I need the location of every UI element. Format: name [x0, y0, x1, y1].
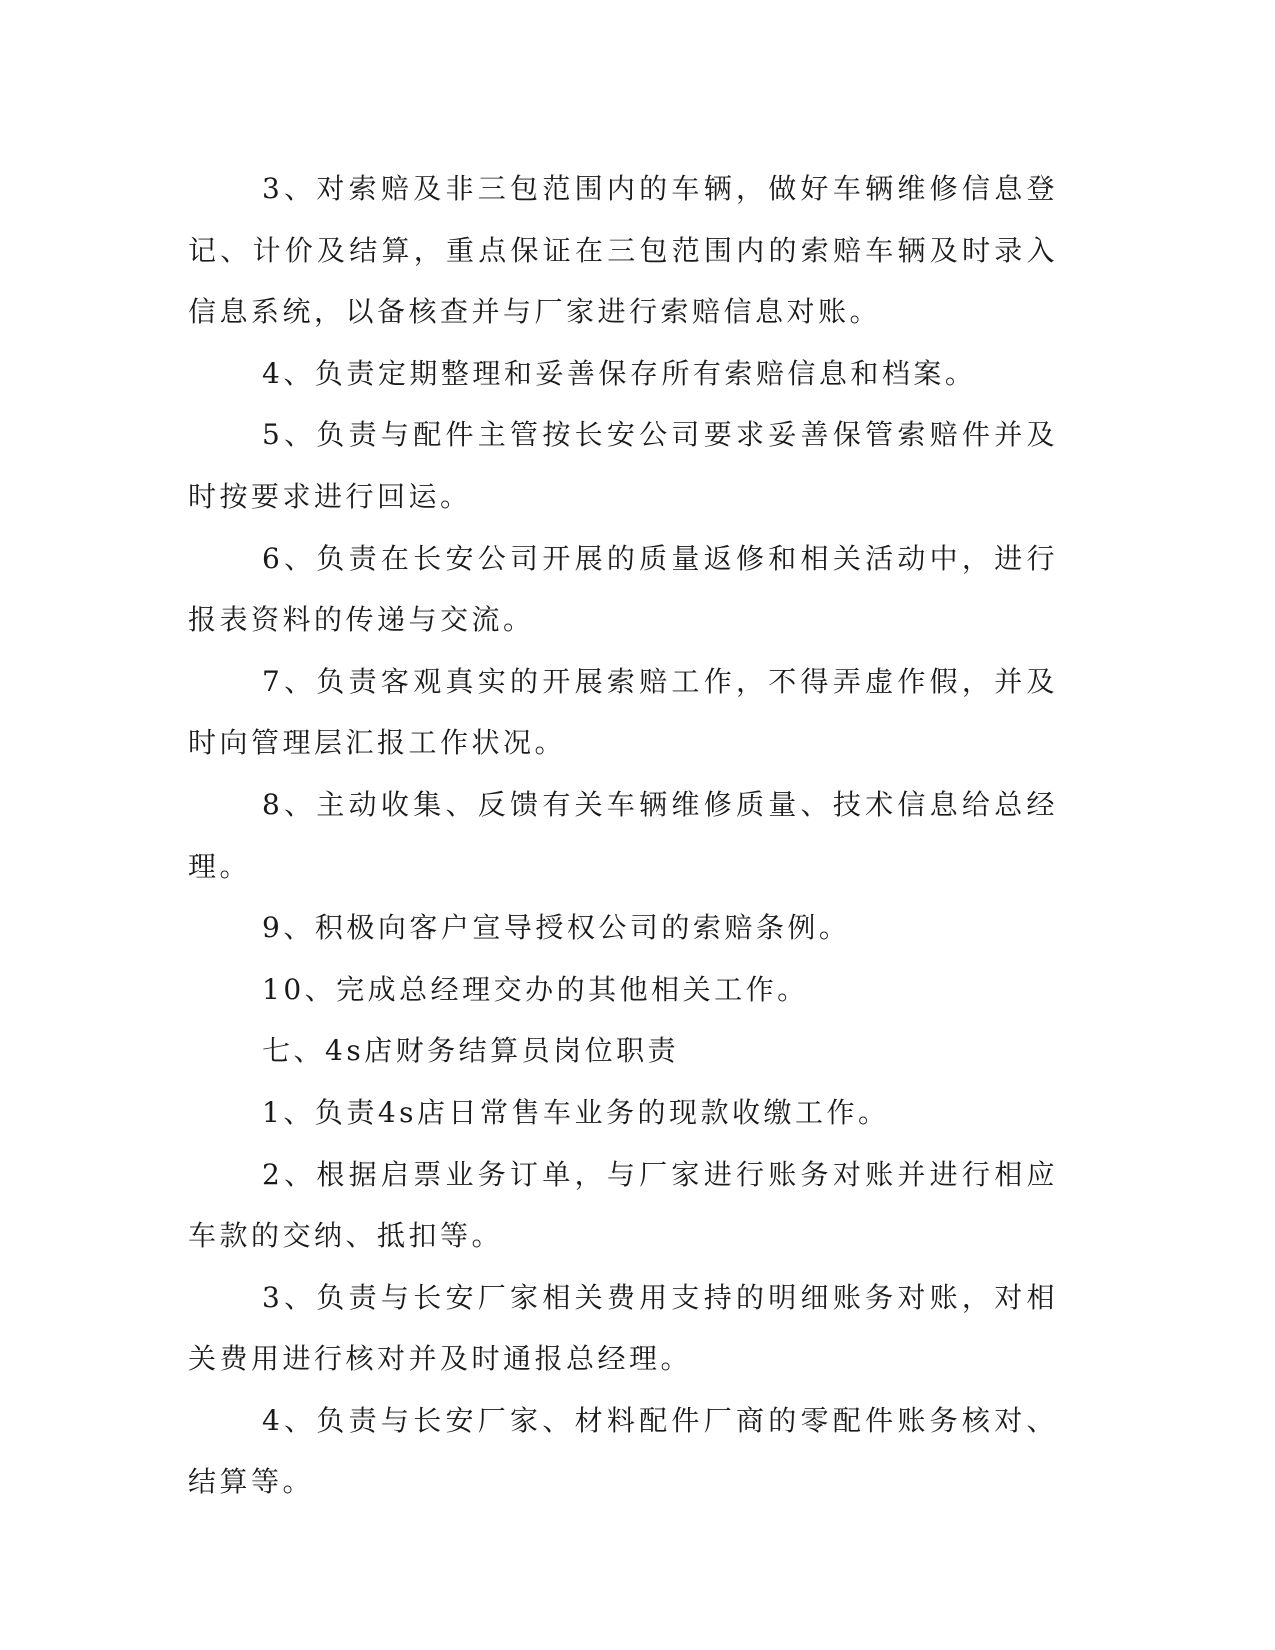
document-body: [188, 158, 1058, 1513]
paragraph-claim-item-9: 9、积极向客户宣导授权公司的索赔条例。: [262, 911, 851, 945]
paragraph-claim-item-6: 6、负责在长安公司开展的质量返修和相关活动中，进行报表资料的传递与交流。: [188, 541, 1058, 637]
paragraph-finance-item-1: 1、负责4s店日常售车业务的现款收缴工作。: [262, 1095, 890, 1129]
paragraph-claim-item-10: 10、完成总经理交办的其他相关工作。: [262, 972, 809, 1006]
paragraph-claim-item-4: 4、负责定期整理和妥善保存所有索赔信息和档案。: [262, 356, 977, 390]
paragraph-claim-item-3: 3、对索赔及非三包范围内的车辆，做好车辆维修信息登记、计价及结算，重点保证在三包范围内的索赔车辆及时录入信息系统，以备核查并与厂家进行索赔信息对账。: [188, 172, 1058, 329]
paragraph-finance-item-4: 4、负责与长安厂家、材料配件厂商的零配件账务核对、结算等。: [188, 1403, 1058, 1499]
paragraph-claim-item-7: 7、负责客观真实的开展索赔工作，不得弄虚作假，并及时向管理层汇报工作状况。: [188, 664, 1058, 760]
paragraph-finance-item-3: 3、负责与长安厂家相关费用支持的明细账务对账，对相关费用进行核对并及时通报总经理。: [188, 1280, 1058, 1376]
paragraph-claim-item-8: 8、主动收集、反馈有关车辆维修质量、技术信息给总经理。: [188, 787, 1058, 883]
paragraph-claim-item-5: 5、负责与配件主管按长安公司要求妥善保管索赔件并及时按要求进行回运。: [188, 418, 1058, 513]
paragraph-finance-item-2: 2、根据启票业务订单，与厂家进行账务对账并进行相应车款的交纳、抵扣等。: [188, 1157, 1058, 1253]
section-heading-finance-clerk: 七、4s店财务结算员岗位职责: [262, 1034, 680, 1068]
